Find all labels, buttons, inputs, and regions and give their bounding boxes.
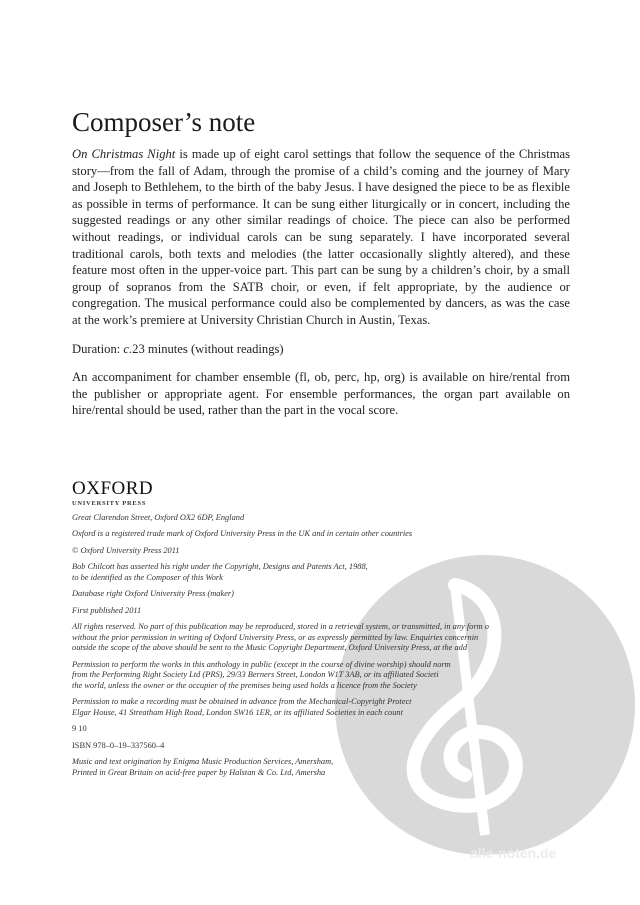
watermark-text: alle-noten.de bbox=[470, 845, 557, 861]
work-title: On Christmas Night bbox=[72, 147, 176, 161]
oxford-logo: OXFORD bbox=[72, 477, 154, 499]
first-published: First published 2011 bbox=[72, 605, 142, 615]
page-title: Composer’s note bbox=[72, 107, 256, 137]
copyright: © Oxford University Press 2011 bbox=[72, 545, 180, 555]
accompaniment-paragraph: An accompaniment for chamber ensemble (fl, ob, perc, hp, org) is available on hire/rental from the publisher or appropriate agent. For ensemble performances, the organ part available on hire/rental should be used, rather than the part in the vocal score. bbox=[72, 370, 570, 418]
duration-value: 23 minutes (without readings) bbox=[132, 341, 284, 356]
database-right: Database right Oxford University Press (maker) bbox=[72, 589, 234, 599]
intro-paragraph bbox=[72, 146, 570, 329]
intro-text: is made up of eight carol settings that follow the sequence of the Christmas story—from the fall of Adam, through the promise of a child’s coming and the journey of Mary and Joseph to Bethlehem, to the birth of the baby Jesus. I have designed the piece to be as flexible as possible in terms of performance. It can be sung either liturgically or in concert, including the suggested readings or any other similar readings of choice. The piece can also be performed without readings, or individual carols can be sung separately. I have incorporated several traditional carols, both texts and melodies (the latter occasionally slightly altered), and these feature most often in the upper-voice part. This part can be sung by a children’s choir, by a small group of sopranos from the SATB choir, or even, if felt appropriate, by the audience or congregation. The musical performance could also be complemented by dancers, as was the case at the work’s premiere at University Christian Church in Austin, Texas. bbox=[72, 147, 570, 327]
rights-reserved: All rights reserved. No part of this publication may be reproduced, stored in a retrieval system, or transmitted, in any form o without the prior permission in writing of Oxford University Press, or as expressly permitted by law. Enquiries concernin outside the scope of the above should be sent to the Music Copyright Department, Oxford University Press, at the add bbox=[72, 622, 489, 653]
origination: Music and text origination by Enigma Music Production Services, Amersham, Printed in Great Britain on acid-free paper by Halstan & Co. Ltd, Amersha bbox=[72, 757, 334, 777]
recording-permission: Permission to make a recording must be obtained in advance from the Mechanical-Copyright Protect Elgar House, 41 Streatham High Road, London SW16 1ER, or its affiliated Societies in each count bbox=[72, 697, 412, 717]
duration-label: Duration: bbox=[72, 341, 124, 356]
circa: c. bbox=[123, 341, 133, 356]
trademark: Oxford is a registered trade mark of Oxford University Press in the UK and in certain other countries bbox=[72, 529, 413, 539]
isbn: ISBN 978–0–19–337560–4 bbox=[72, 740, 165, 750]
imprint bbox=[72, 479, 570, 779]
address: Great Clarendon Street, Oxford OX2 6DP, England bbox=[72, 512, 245, 522]
asserted-right: Bob Chilcott has asserted his right under the Copyright, Designs and Patents Act, 1988, to be identified as the Composer of this Work bbox=[72, 562, 368, 582]
duration-paragraph bbox=[72, 341, 570, 358]
print-run: 9 10 bbox=[72, 724, 87, 734]
oxford-logo-sub: UNIVERSITY PRESS bbox=[72, 499, 147, 507]
performance-permission: Permission to perform the works in this anthology in public (except in the course of divine worship) should norm from the Performing Right Society Ltd (PRS), 29/33 Berners Street, London W1T 3AB, or its affiliated Societi the world, unless the owner or the occupier of the premises being used holds a licence from the Society bbox=[72, 659, 451, 690]
